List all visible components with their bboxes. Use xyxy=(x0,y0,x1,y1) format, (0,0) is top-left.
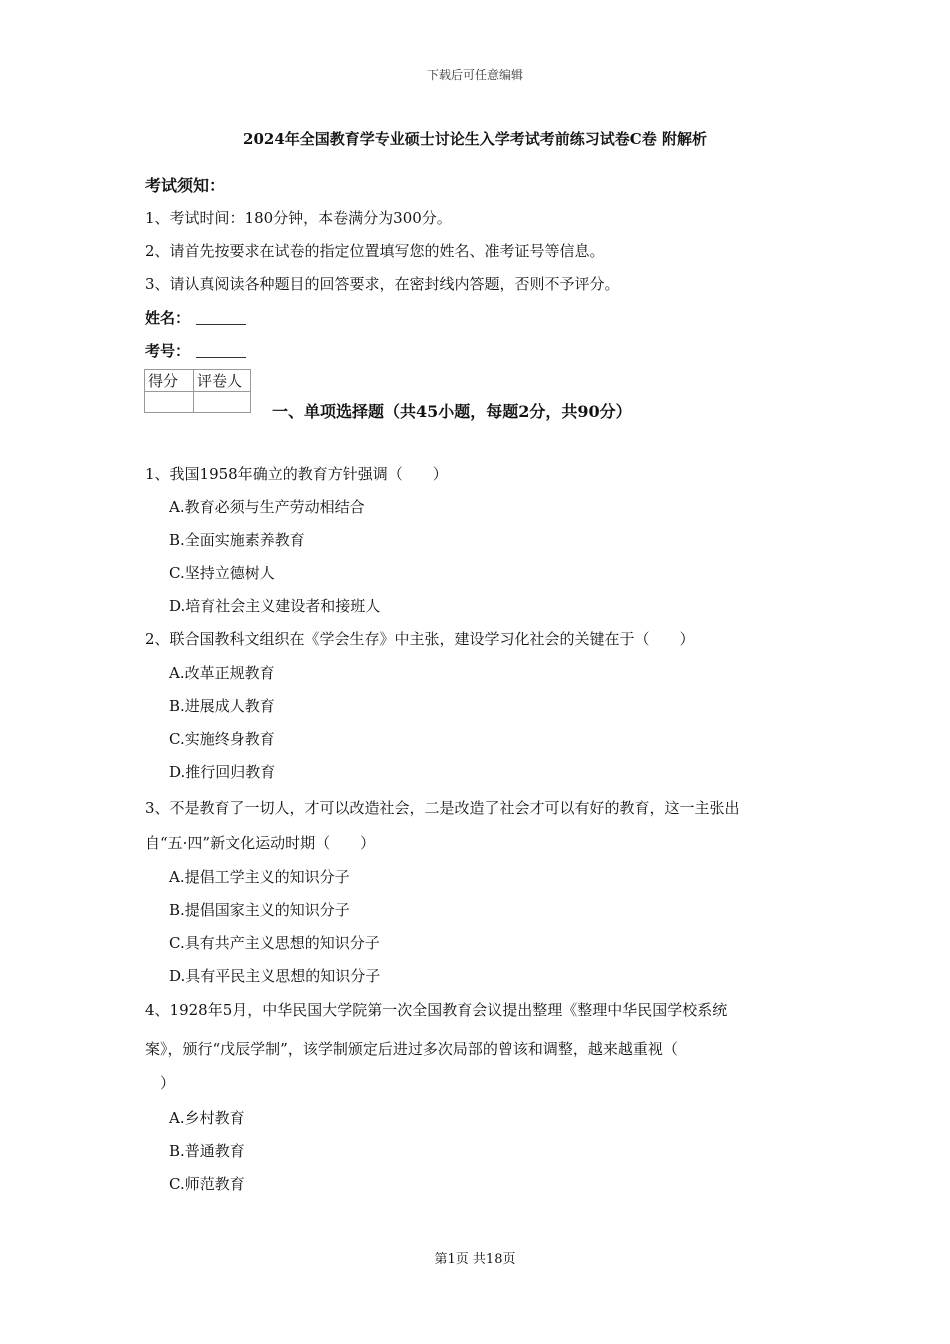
notice-item: 3、请认真阅读各种题目的回答要求，在密封线内答题，否则不予评分。 xyxy=(145,275,620,293)
name-field xyxy=(145,307,246,328)
option-d: D.具有平民主义思想的知识分子 xyxy=(169,967,381,985)
option-a: A.提倡工学主义的知识分子 xyxy=(169,868,350,886)
page-footer: 第1页 共18页 xyxy=(434,1252,516,1267)
notice-heading: 考试须知： xyxy=(145,176,226,195)
notice-item: 2、请首先按要求在试卷的指定位置填写您的姓名、准考证号等信息。 xyxy=(145,242,605,260)
id-blank[interactable] xyxy=(196,343,246,358)
option-a: A.乡村教育 xyxy=(169,1109,245,1127)
option-a: A.教育必须与生产劳动相结合 xyxy=(169,498,365,516)
option-a: A.改革正规教育 xyxy=(169,664,275,682)
question-stem: 3、不是教育了一切人，才可以改造社会，二是改造了社会才可以有好的教育，这一主张出 xyxy=(145,799,740,817)
question-stem-continued: 案》，颁行“戊辰学制”，该学制颁定后进过多次局部的曾该和调整，越来越重视（ xyxy=(145,1040,678,1058)
grader-cell[interactable] xyxy=(194,392,251,413)
notice-item: 1、考试时间：180分钟，本卷满分为300分。 xyxy=(145,209,452,227)
option-c: C.师范教育 xyxy=(169,1175,245,1193)
section-title: 一、单项选择题（共45小题，每题2分，共90分） xyxy=(272,402,632,421)
option-c: C.实施终身教育 xyxy=(169,730,275,748)
option-b: B.全面实施素养教育 xyxy=(169,531,305,549)
option-c: C.具有共产主义思想的知识分子 xyxy=(169,934,380,952)
option-c: C.坚持立德树人 xyxy=(169,564,275,582)
id-label: 考号： xyxy=(145,342,191,360)
option-b: B.提倡国家主义的知识分子 xyxy=(169,901,350,919)
option-d: D.推行回归教育 xyxy=(169,763,276,781)
score-header: 得分 xyxy=(145,370,194,392)
question-stem: 1、我国1958年确立的教育方针强调（ ） xyxy=(145,465,448,483)
document-title: 2024年全国教育学专业硕士讨论生入学考试考前练习试卷C卷 附解析 xyxy=(243,130,707,148)
score-table xyxy=(144,369,251,413)
option-b: B.普通教育 xyxy=(169,1142,245,1160)
question-stem: 2、联合国教科文组织在《学会生存》中主张，建设学习化社会的关键在于（ ） xyxy=(145,630,695,648)
option-b: B.进展成人教育 xyxy=(169,697,275,715)
name-blank[interactable] xyxy=(196,310,246,325)
question-stem: 4、1928年5月，中华民国大学院第一次全国教育会议提出整理《整理中华民国学校系统 xyxy=(145,1001,728,1019)
question-stem-continued: 自“五·四”新文化运动时期（ ） xyxy=(145,834,376,852)
score-cell[interactable] xyxy=(145,392,194,413)
id-field xyxy=(145,340,246,361)
option-d: D.培育社会主义建设者和接班人 xyxy=(169,597,381,615)
question-stem-continued: ） xyxy=(145,1074,176,1092)
name-label: 姓名： xyxy=(145,309,191,327)
header-note: 下载后可任意编辑 xyxy=(426,68,523,82)
grader-header: 评卷人 xyxy=(194,370,251,392)
